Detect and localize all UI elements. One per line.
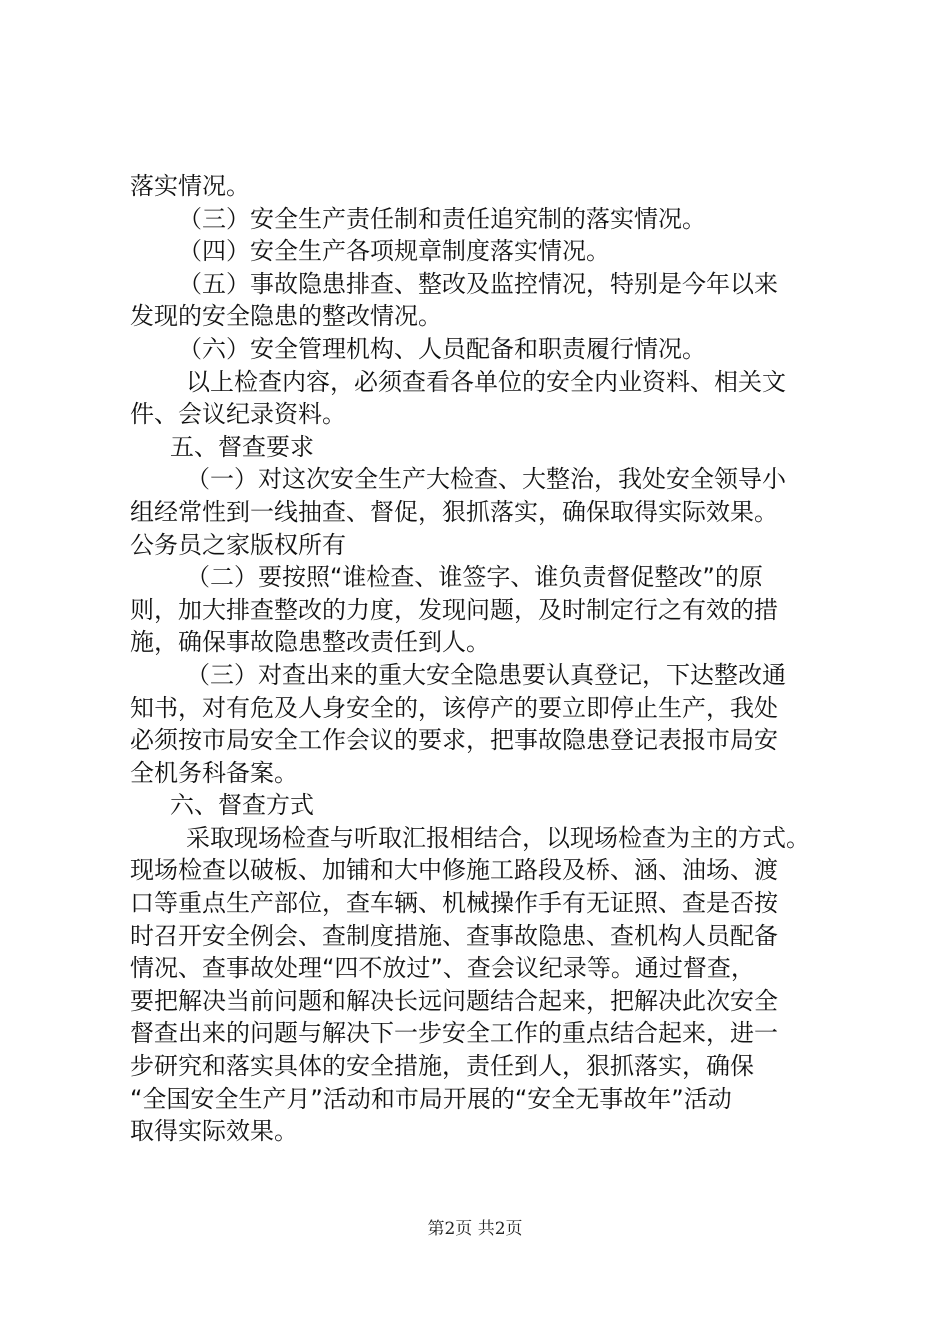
text-line: 公务员之家版权所有 <box>130 530 346 559</box>
text-line: 采取现场检查与听取汇报相结合，以现场检查为主的方式。 <box>186 823 810 852</box>
text-line: 发现的安全隐患的整改情况。 <box>130 302 442 331</box>
text-line: （三）对查出来的重大安全隐患要认真登记，下达整改通 <box>186 660 786 689</box>
text-line: 则，加大排查整改的力度，发现问题，及时制定行之有效的措 <box>130 595 778 624</box>
text-line: 现场检查以破板、加铺和大中修施工路段及桥、涵、油场、渡 <box>130 856 778 885</box>
text-line: 以上检查内容，必须查看各单位的安全内业资料、相关文 <box>186 367 786 396</box>
text-line: （一）对这次安全生产大检查、大整治，我处安全领导小 <box>186 465 786 494</box>
text-line: 全机务科备案。 <box>130 758 298 787</box>
text-line: 步研究和落实具体的安全措施，责任到人，狠抓落实，确保 <box>130 1052 754 1081</box>
page-number-label: 第2页 共2页 <box>427 1219 523 1239</box>
text-line: 情况、查事故处理“四不放过”、查会议纪录等。通过督查， <box>130 954 755 983</box>
text-line: 口等重点生产部位，查车辆、机械操作手有无证照、查是否按 <box>130 889 778 918</box>
text-line: 取得实际效果。 <box>130 1117 298 1146</box>
text-line: （三）安全生产责任制和责任追究制的落实情况。 <box>178 204 706 233</box>
text-line: （六）安全管理机构、人员配备和职责履行情况。 <box>178 334 706 363</box>
page-footer <box>0 1214 950 1239</box>
text-line: 施，确保事故隐患整改责任到人。 <box>130 628 490 657</box>
text-line: 必须按市局安全工作会议的要求，把事故隐患登记表报市局安 <box>130 726 778 755</box>
text-line: 组经常性到一线抽查、督促，狠抓落实，确保取得实际效果。 <box>130 497 778 526</box>
text-line: 知书，对有危及人身安全的，该停产的要立即停止生产，我处 <box>130 693 778 722</box>
text-line: （五）事故隐患排查、整改及监控情况，特别是今年以来 <box>178 269 778 298</box>
section-heading: 五、督查要求 <box>170 432 314 461</box>
section-heading: 六、督查方式 <box>170 791 314 820</box>
document-body <box>130 170 830 1148</box>
text-line: 要把解决当前问题和解决长远问题结合起来，把解决此次安全 <box>130 986 778 1015</box>
text-line: 落实情况。 <box>130 172 250 200</box>
text-line: 件、会议纪录资料。 <box>130 400 346 429</box>
text-line: 时召开安全例会、查制度措施、查事故隐患、查机构人员配备 <box>130 921 778 950</box>
text-line: “全国安全生产月”活动和市局开展的“安全无事故年”活动 <box>130 1084 732 1113</box>
text-line: （二）要按照“谁检查、谁签字、谁负责督促整改”的原 <box>186 563 763 592</box>
text-line: 督查出来的问题与解决下一步安全工作的重点结合起来，进一 <box>130 1019 778 1048</box>
text-line: （四）安全生产各项规章制度落实情况。 <box>178 237 610 266</box>
